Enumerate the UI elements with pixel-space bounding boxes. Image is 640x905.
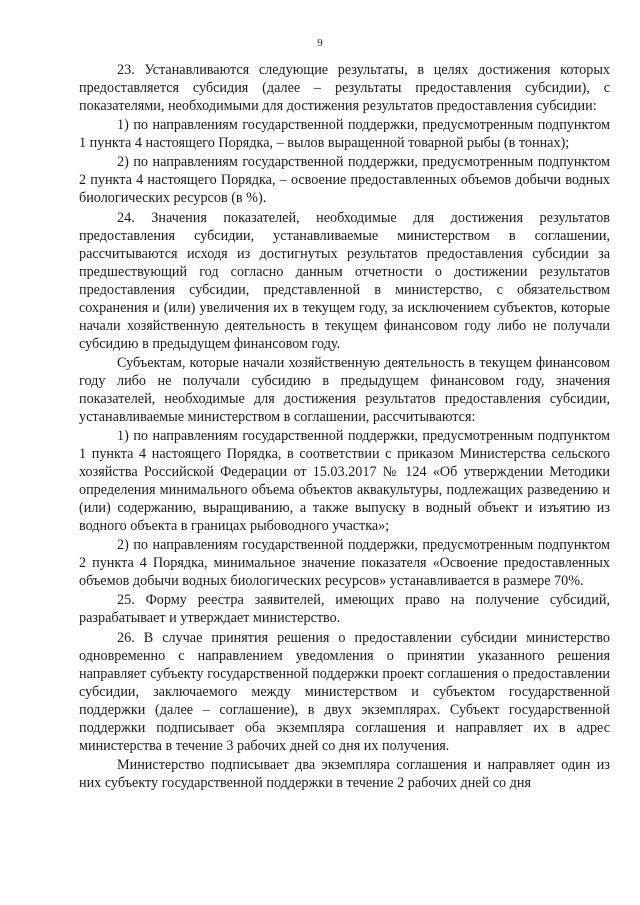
paragraph-24: 24. Значения показателей, необходимые для достижения результатов предоставления субсидии, устанавливаемые министерством в соглашении, рассчитываются исходя из достигнутых результатов предоставления субсидии за предшествующий год согласно данным отчетности о достижении результатов предоставления субсидии, представленной в министерство, с обязательством сохранения и (или) увеличения их в текущем году, за исключением субъектов, которые начали хозяйственную деятельность в текущем финансовом году либо не получали субсидию в предыдущем финансовом году.: [79, 209, 610, 352]
paragraph-24-item-2: 2) по направлениям государственной поддержки, предусмотренным подпунктом 2 пункта 4 Порядка, минимальное значение показателя «Освоение предоставленных объемов добычи водных биологических ресурсов» устанавливается в размере 70%.: [79, 537, 610, 590]
paragraph-25: 25. Форму реестра заявителей, имеющих право на получение субсидий, разрабатывает и утверждает министерство.: [79, 592, 610, 627]
paragraph-24-subjects: Субъектам, которые начали хозяйственную деятельность в текущем финансовом году либо не получали субсидию в предыдущем финансовом году, значения показателей, необходимые для достижения результатов предоставления субсидии, устанавливаемые министерством в соглашении, рассчитываются:: [79, 354, 610, 425]
paragraph-26-continued: Министерство подписывает два экземпляра соглашения и направляет один из них субъекту государственной поддержки в течение 2 рабочих дней со дня: [79, 756, 610, 791]
paragraph-24-item-1: 1) по направлениям государственной поддержки, предусмотренным подпунктом 1 пункта 4 настоящего Порядка, в соответствии с приказом Министерства сельского хозяйства Российской Федерации от 15.03.2017 № 124 «Об утверждении Методики определения минимального объема объектов аквакультуры, подлежащих разведению и (или) содержанию, выращиванию, а также выпуску в водный объект и изъятию из водного объекта в границах рыбоводного участка»;: [79, 427, 610, 534]
paragraph-26: 26. В случае принятия решения о предоставлении субсидии министерство одновременно с направлением уведомления о принятии указанного решения направляет субъекту государственной поддержки проект соглашения о предоставлении субсидии, заключаемого между министерством и субъектом государственной поддержки (далее – соглашение), в двух экземплярах. Субъект государственной поддержки подписывает оба экземпляра соглашения и направляет их в адрес министерства в течение 3 рабочих дней со дня их получения.: [79, 629, 610, 754]
page-number: 9: [317, 37, 323, 49]
paragraph-23-item-2: 2) по направлениям государственной поддержки, предусмотренным подпунктом 2 пункта 4 настоящего Порядка, – освоение предоставленных объемов добычи водных биологических ресурсов (в %).: [79, 154, 610, 207]
paragraph-23: 23. Устанавливаются следующие результаты, в целях достижения которых предоставляется субсидия (далее – результаты предоставления субсидии), с показателями, необходимыми для достижения результатов предоставления субсидии:: [79, 62, 610, 114]
paragraph-23-item-1: 1) по направлениям государственной поддержки, предусмотренным подпунктом 1 пункта 4 настоящего Порядка, – вылов выращенной товарной рыбы (в тоннах);: [79, 117, 610, 152]
document-body: [79, 61, 610, 793]
